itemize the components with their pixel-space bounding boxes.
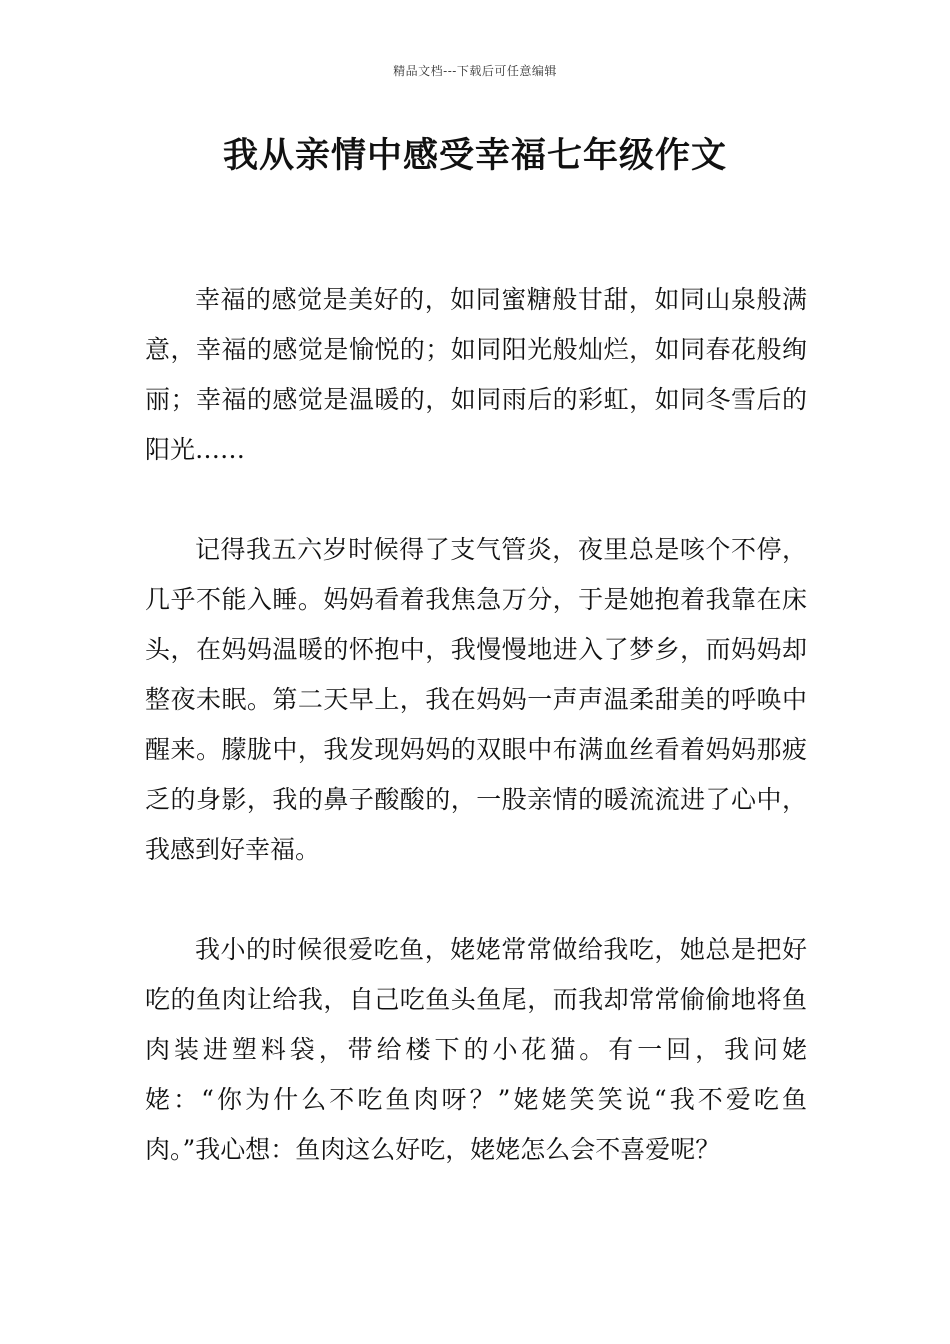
document-body <box>145 275 807 1175</box>
page-header: 精品文档---下载后可任意编辑 <box>393 64 557 78</box>
paragraph-1: 幸福的感觉是美好的，如同蜜糖般甘甜，如同山泉般满意，幸福的感觉是愉悦的；如同阳光般灿烂，如同春花般绚丽；幸福的感觉是温暖的，如同雨后的彩虹，如同冬雪后的阳光…… <box>145 285 807 464</box>
document-title: 我从亲情中感受幸福七年级作文 <box>222 136 727 176</box>
paragraph-3: 我小的时候很爱吃鱼，姥姥常常做给我吃，她总是把好吃的鱼肉让给我，自己吃鱼头鱼尾，而我却常常偷偷地将鱼肉装进塑料袋，带给楼下的小花猫。有一回，我问姥姥：“你为什么不吃鱼肉呀？”姥姥笑笑说“我不爱吃鱼肉。”我心想：鱼肉这么好吃，姥姥怎么会不喜爱呢？ <box>145 935 807 1164</box>
paragraph-2: 记得我五六岁时候得了支气管炎，夜里总是咳个不停，几乎不能入睡。妈妈看着我焦急万分，于是她抱着我靠在床头，在妈妈温暖的怀抱中，我慢慢地进入了梦乡，而妈妈却整夜未眠。第二天早上，我在妈妈一声声温柔甜美的呼唤中醒来。朦胧中，我发现妈妈的双眼中布满血丝看着妈妈那疲乏的身影，我的鼻子酸酸的，一股亲情的暖流流进了心中，我感到好幸福。 <box>145 535 807 864</box>
